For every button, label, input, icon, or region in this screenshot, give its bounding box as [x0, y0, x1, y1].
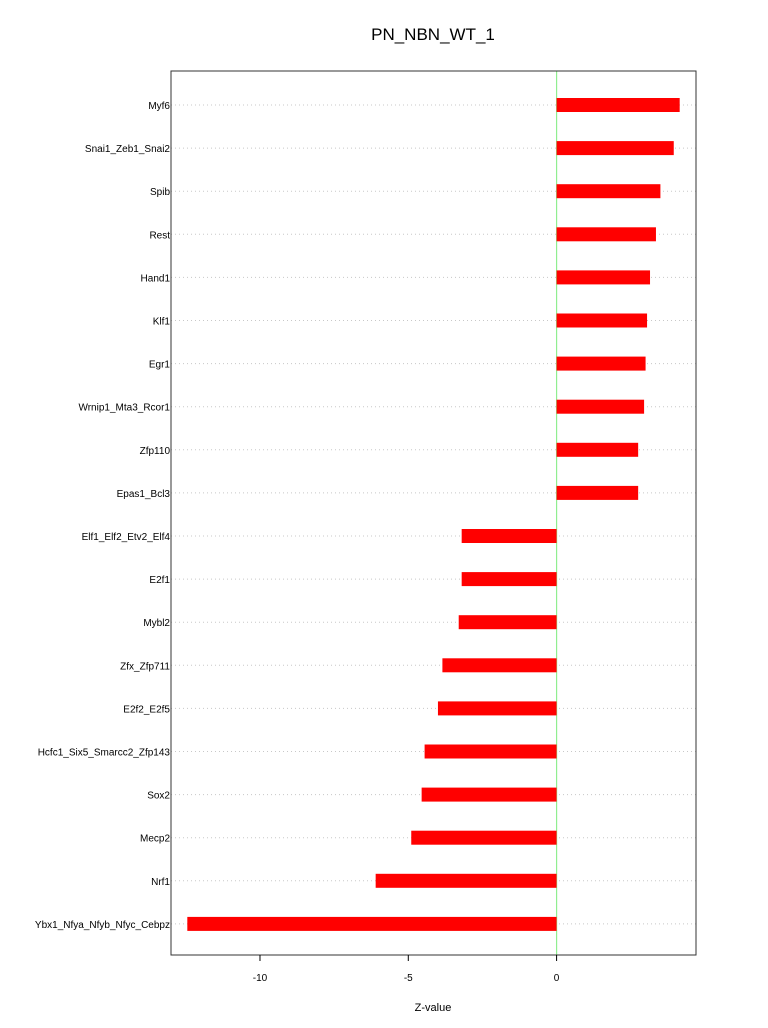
x-tick-label: -5 — [403, 973, 413, 984]
x-tick-label: 0 — [553, 973, 560, 984]
category-label: Rest — [149, 230, 170, 242]
category-label: Snai1_Zeb1_Snai2 — [84, 144, 170, 156]
category-label: Hcfc1_Six5_Smarcc2_Zfp143 — [37, 747, 170, 759]
category-label: Elf1_Elf2_Etv2_Elf4 — [81, 532, 170, 543]
bar-Nrf1 — [376, 874, 557, 888]
bar-Mybl2 — [459, 615, 557, 629]
bar-Spib — [557, 184, 661, 198]
category-labels — [35, 101, 171, 931]
bar-Zfx_Zfp711 — [442, 658, 556, 672]
bar-E2f2_E2f5 — [438, 701, 557, 715]
category-label: Wrnip1_Mta3_Rcor1 — [78, 402, 170, 414]
category-label: Nrf1 — [151, 876, 170, 888]
category-label: E2f1 — [149, 575, 170, 587]
chart-title: PN_NBN_WT_1 — [371, 25, 495, 44]
bar-Epas1_Bcl3 — [557, 486, 639, 500]
bars — [187, 98, 679, 931]
category-label: Epas1_Bcl3 — [116, 488, 170, 500]
x-axis — [253, 955, 560, 984]
bar-Sox2 — [422, 788, 557, 802]
bar-Klf1 — [557, 314, 647, 328]
bar-Hand1 — [557, 270, 650, 284]
category-label: Sox2 — [147, 790, 170, 802]
category-label: Ybx1_Nfya_Nfyb_Nfyc_Cebpz — [34, 919, 170, 931]
x-tick-label: -10 — [252, 973, 268, 984]
category-label: Myf6 — [148, 101, 170, 112]
category-label: Mybl2 — [143, 618, 170, 630]
category-label: Mecp2 — [139, 833, 170, 845]
bar-Egr1 — [557, 357, 646, 371]
category-label: Hand1 — [140, 273, 170, 285]
bar-Snai1_Zeb1_Snai2 — [557, 141, 674, 155]
x-axis-label: Z-value — [414, 1002, 452, 1014]
category-label: E2f2_E2f5 — [123, 704, 170, 716]
bar-Hcfc1_Six5_Smarcc2_Zfp143 — [425, 745, 557, 759]
bar-Rest — [557, 227, 656, 241]
bar-E2f1 — [462, 572, 557, 586]
plot-frame — [171, 71, 696, 955]
category-label: Egr1 — [148, 359, 170, 371]
category-label: Zfp110 — [139, 445, 170, 457]
bar-Mecp2 — [411, 831, 556, 845]
bar-Myf6 — [557, 98, 680, 112]
category-label: Zfx_Zfp711 — [120, 661, 170, 673]
category-label: Spib — [149, 187, 170, 199]
bar-Wrnip1_Mta3_Rcor1 — [557, 400, 645, 414]
bar-Zfp110 — [557, 443, 639, 457]
bar-Ybx1_Nfya_Nfyb_Nfyc_Cebpz — [187, 917, 556, 931]
bar-Elf1_Elf2_Etv2_Elf4 — [462, 529, 557, 543]
category-label: Klf1 — [152, 316, 170, 328]
